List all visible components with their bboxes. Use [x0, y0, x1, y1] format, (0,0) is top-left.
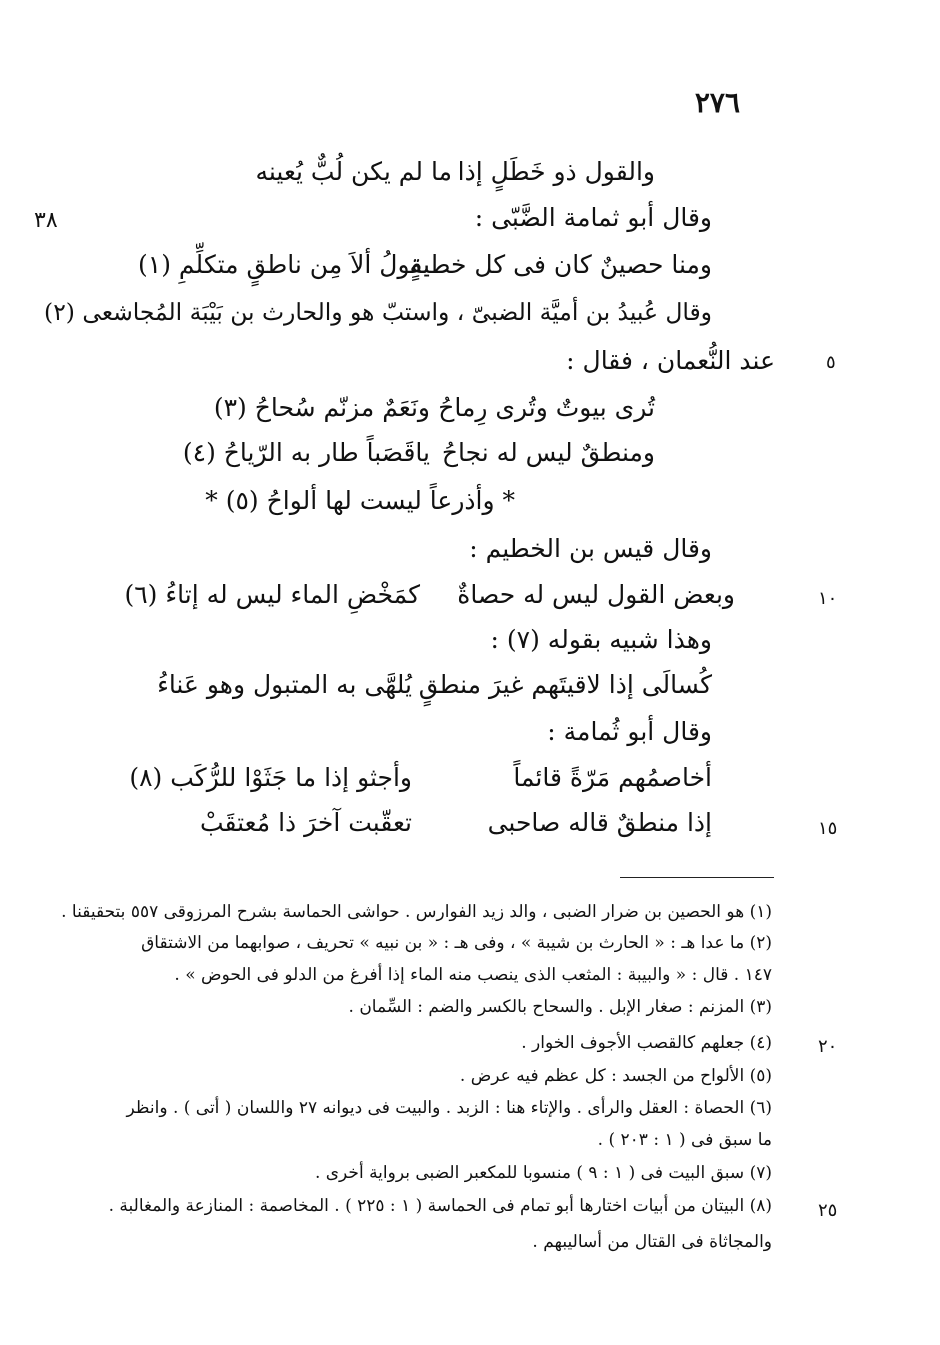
prose-line: وقال قيس بن الخطيم :	[469, 534, 712, 563]
prose-line: وقال عُبيدُ بن أميَّة الضبىّ ، واستبّ هو والحارث بن بَيْبَة المُجاشعى (٢)	[44, 298, 712, 326]
footnote-line: (٤) جعلهم كالقصب الأجوف الخوار .	[521, 1033, 772, 1053]
verse-hemistich-2: يقولُ ألاَ مِن ناطقٍ متكلِّمِ (١)	[138, 250, 430, 279]
footnote-line: والمجاثاة فى القتال من أساليبهم .	[532, 1232, 772, 1252]
footnote-line: (٢) ما عدا هـ : « الحارث بن شيبة » ، وفى هـ : « بن نبيه » تحريف ، صوابهما من الاشتقاق	[141, 933, 772, 953]
line-number: ١٠	[818, 588, 838, 609]
verse-hemistich-2: ما لم يكن لُبٌّ يُعينه	[255, 157, 452, 186]
prose-line: وقال أبو ثُمامة :	[547, 717, 712, 746]
footnote-line: (١) هو الحصين بن ضرار الضبى ، والد زيد الفوارس . حواشى الحماسة بشرح المرزوقى ٥٥٧ بتحقيقنا .	[61, 902, 772, 922]
verse-hemistich-1: تُرى بيوتٌ وتُرى رِماحُ	[438, 393, 655, 422]
line-number: ٢٠	[818, 1036, 838, 1057]
footnote-line: (٥) الألواح من الجسد : كل عظم فيه عرض .	[459, 1066, 772, 1086]
verse-hemistich-1: والقول ذو خَطَلٍ إذا	[457, 157, 655, 186]
line-number: ٢٥	[818, 1200, 838, 1221]
verse-hemistich-2: وأجثو إذا ما جَثَوْا للرُّكَب (٨)	[129, 763, 412, 792]
verse-hemistich-1: ومنطقٌ ليس له نجاحُ	[441, 438, 655, 467]
prose-line: وقال أبو ثمامة الضَّبّى :	[474, 203, 712, 232]
verse-hemistich-2: ياقَصَباً طار به الرّياحُ (٤)	[182, 438, 430, 467]
footnote-line: (٨) البيتان من أبيات اختارها أبو تمام فى الحماسة ( ١ : ٢٢٥ ) . المخاصمة : المنازعة والمغالبة .	[108, 1196, 772, 1216]
footnote-separator	[620, 877, 774, 878]
line-number: ٥	[826, 352, 836, 373]
verse-hemistich-2: تعقّبت آخرَ ذا مُعتقَبْ	[199, 808, 412, 837]
prose-line: وهذا شبيه بقوله (٧) :	[490, 625, 712, 654]
verse-hemistich-1: إذا منطقٌ قاله صاحبى	[487, 808, 712, 837]
footnote-line: (٧) سبق البيت فى ( ١ : ٩ ) منسوبا للمكعبر الضبى برواية أخرى .	[314, 1163, 772, 1183]
footnote-line: (٣) المزنم : صغار الإبل . والسحاح بالكسر والضم : السِّمان .	[348, 997, 772, 1017]
margin-number: ٣٨	[34, 208, 58, 233]
verse-hemistich-2: كمَخْضِ الماء ليس له إتاءُ (٦)	[124, 580, 420, 609]
verse-hemistich-1: أخاصمُهم مَرّةً قائماً	[513, 763, 712, 792]
footnote-line: (٦) الحصاة : العقل والرأى . والإتاء هنا : الزبد . والبيت فى ديوانه ٢٧ واللسان ( أتى ) . وانظر	[126, 1098, 772, 1118]
line-number: ١٥	[818, 818, 838, 839]
verse-hemistich-1: ومنا حصينٌ كان فى كل خطبةٍ	[409, 250, 712, 279]
footnote-line: ١٤٧ . قال : « والبيبة : المثعب الذى ينصب منه الماء إذا أفرغ من الدلو فى الحوض » .	[174, 965, 772, 985]
verse-hemistich-1: كُسالَى إذا لاقيتَهم غيرَ منطقٍ	[418, 670, 712, 699]
footnote-line: ما سبق فى ( ١ : ٢٠٣ ) .	[597, 1130, 772, 1150]
page-number: ٢٧٦	[694, 86, 740, 119]
verse-hemistich-1: وبعض القول ليس له حصاةٌ	[457, 580, 735, 609]
prose-line: عند النُّعمان ، فقال :	[566, 346, 775, 375]
verse-hemistich-2: يُلهَّى به المتبول وهو عَناءُ	[157, 670, 412, 699]
verse-hemistich-2: ونَعَمٌ مزنّم سُحاحُ (٣)	[213, 393, 430, 422]
verse-single-line: * وأذرعاً ليست لها ألواحُ (٥) *	[205, 486, 515, 515]
